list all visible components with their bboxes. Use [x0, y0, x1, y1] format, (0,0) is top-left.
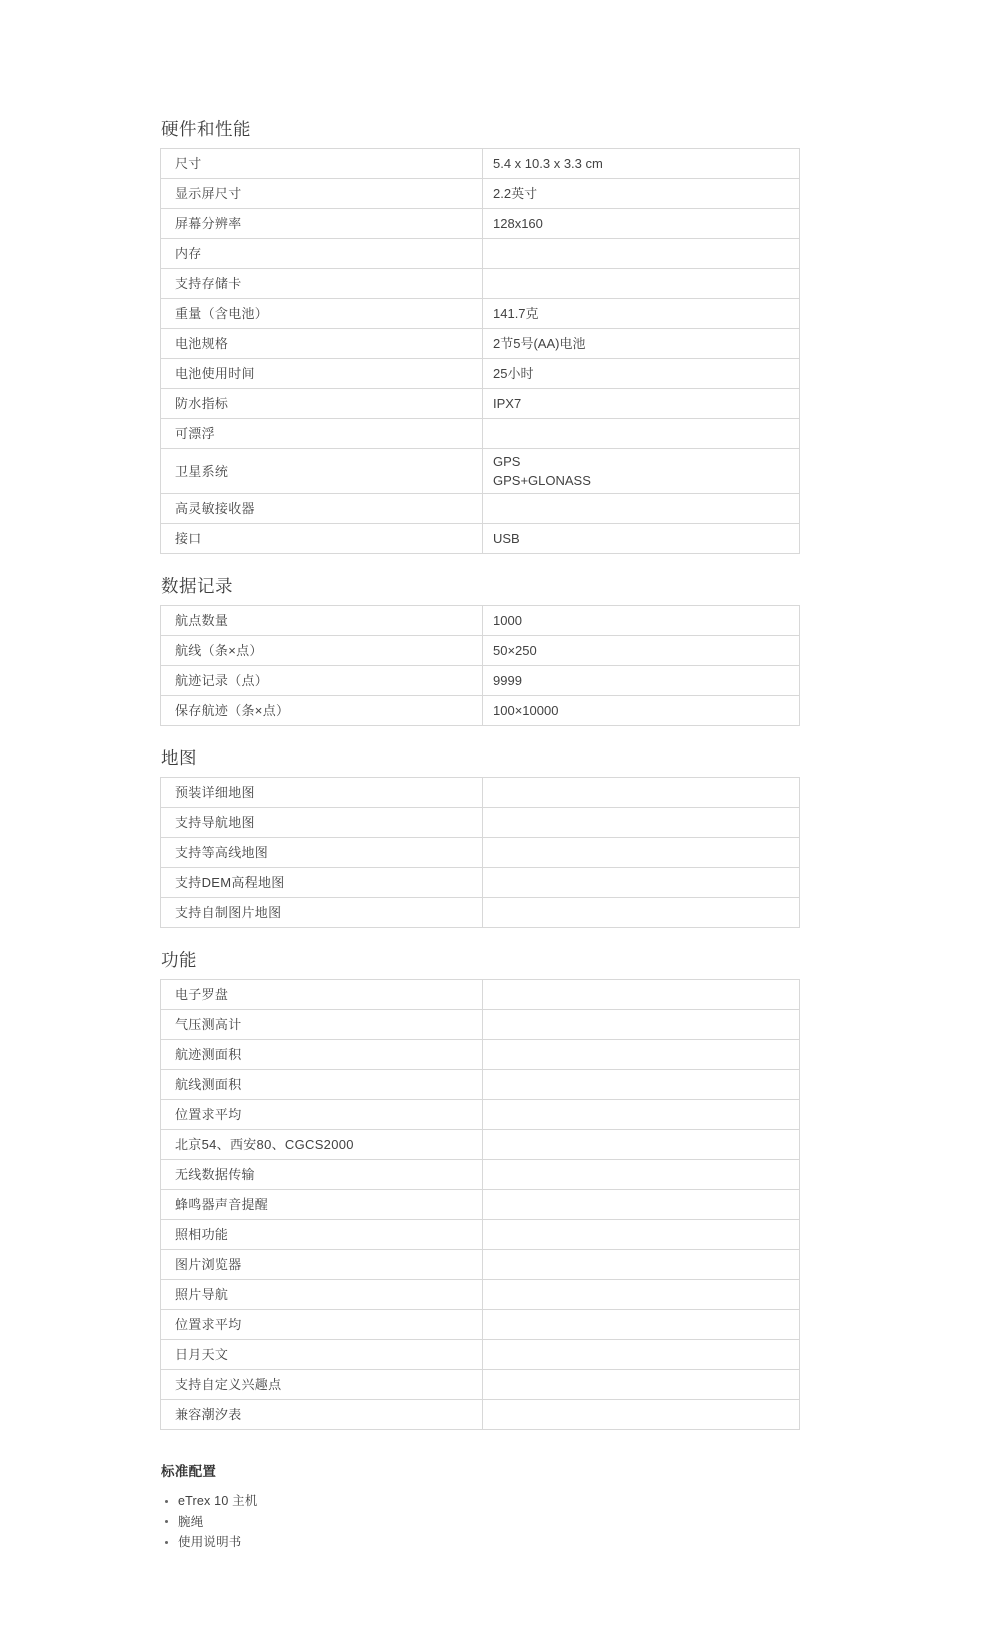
- spec-table: [160, 605, 800, 726]
- table-row: [161, 1400, 800, 1430]
- table-row: [161, 209, 800, 239]
- spec-label: 重量（含电池）: [161, 299, 483, 329]
- spec-value: [483, 1310, 800, 1340]
- standard-config-title: 标准配置: [161, 1464, 217, 1479]
- spec-value: 2节5号(AA)电池: [483, 329, 800, 359]
- section-title: 硬件和性能: [161, 119, 251, 139]
- spec-label: 支持导航地图: [161, 808, 483, 838]
- table-row: [161, 149, 800, 179]
- spec-label: 支持存储卡: [161, 269, 483, 299]
- table-row: [161, 419, 800, 449]
- table-row: [161, 329, 800, 359]
- table-row: [161, 239, 800, 269]
- spec-label: 预装详细地图: [161, 778, 483, 808]
- spec-value: [483, 1130, 800, 1160]
- table-row: [161, 1160, 800, 1190]
- table-row: [161, 269, 800, 299]
- spec-label: 保存航迹（条×点）: [161, 696, 483, 726]
- spec-label: 电子罗盘: [161, 980, 483, 1010]
- spec-value: 141.7克: [483, 299, 800, 329]
- list-item-label: eTrex 10 主机: [178, 1494, 258, 1508]
- spec-value: [483, 980, 800, 1010]
- table-row: [161, 778, 800, 808]
- spec-value: 5.4 x 10.3 x 3.3 cm: [483, 149, 800, 179]
- spec-value: [483, 419, 800, 449]
- spec-value: GPS GPS+GLONASS: [483, 449, 800, 494]
- table-row: [161, 666, 800, 696]
- table-row: [161, 524, 800, 554]
- table-row: [161, 1010, 800, 1040]
- table-row: [161, 838, 800, 868]
- spec-value: [483, 1340, 800, 1370]
- spec-label: 蜂鸣器声音提醒: [161, 1190, 483, 1220]
- table-row: [161, 808, 800, 838]
- spec-section: [160, 576, 800, 726]
- spec-label: 高灵敏接收器: [161, 494, 483, 524]
- spec-value: 9999: [483, 666, 800, 696]
- table-row: [161, 389, 800, 419]
- table-row: [161, 1310, 800, 1340]
- spec-label: 卫星系统: [161, 449, 483, 494]
- product-spec-page: [160, 0, 800, 1553]
- spec-label: 可漂浮: [161, 419, 483, 449]
- table-row: [161, 494, 800, 524]
- spec-label: 航线（条×点）: [161, 636, 483, 666]
- table-row: [161, 1370, 800, 1400]
- spec-value: [483, 1280, 800, 1310]
- spec-value: 2.2英寸: [483, 179, 800, 209]
- table-row: [161, 1220, 800, 1250]
- spec-label: 显示屏尺寸: [161, 179, 483, 209]
- spec-label: 照相功能: [161, 1220, 483, 1250]
- spec-value: [483, 1190, 800, 1220]
- spec-label: 航点数量: [161, 606, 483, 636]
- spec-value: [483, 1400, 800, 1430]
- table-row: [161, 179, 800, 209]
- spec-label: 防水指标: [161, 389, 483, 419]
- spec-label: 无线数据传输: [161, 1160, 483, 1190]
- table-row: [161, 449, 800, 494]
- list-item-label: 腕绳: [178, 1514, 204, 1529]
- spec-value: IPX7: [483, 389, 800, 419]
- spec-table: [160, 148, 800, 554]
- table-row: [161, 1130, 800, 1160]
- spec-label: 支持等高线地图: [161, 838, 483, 868]
- spec-value: [483, 494, 800, 524]
- table-row: [161, 868, 800, 898]
- table-row: [161, 1190, 800, 1220]
- table-row: [161, 980, 800, 1010]
- table-row: [161, 1070, 800, 1100]
- spec-value: [483, 898, 800, 928]
- spec-value: [483, 1220, 800, 1250]
- table-row: [161, 359, 800, 389]
- spec-value: [483, 1160, 800, 1190]
- spec-value: [483, 808, 800, 838]
- list-item-label: 使用说明书: [178, 1535, 242, 1549]
- spec-value: [483, 1070, 800, 1100]
- spec-value: [483, 1100, 800, 1130]
- spec-label: 航线测面积: [161, 1070, 483, 1100]
- section-title: 功能: [161, 950, 197, 970]
- spec-section: [160, 748, 800, 928]
- spec-label: 内存: [161, 239, 483, 269]
- spec-label: 尺寸: [161, 149, 483, 179]
- bullet-icon: [165, 1500, 168, 1503]
- spec-value: [483, 868, 800, 898]
- spec-value: 100×10000: [483, 696, 800, 726]
- standard-config-list: [160, 1491, 800, 1553]
- table-row: [161, 1040, 800, 1070]
- spec-table: [160, 777, 800, 928]
- spec-value: 50×250: [483, 636, 800, 666]
- spec-label: 位置求平均: [161, 1310, 483, 1340]
- spec-value: [483, 838, 800, 868]
- spec-value: [483, 269, 800, 299]
- table-row: [161, 636, 800, 666]
- table-row: [161, 696, 800, 726]
- spec-table: [160, 979, 800, 1430]
- standard-config-section: [160, 1464, 800, 1553]
- list-item: [165, 1512, 800, 1533]
- table-row: [161, 898, 800, 928]
- table-row: [161, 1280, 800, 1310]
- table-row: [161, 1340, 800, 1370]
- spec-label: 支持自制图片地图: [161, 898, 483, 928]
- spec-value: USB: [483, 524, 800, 554]
- spec-value: [483, 239, 800, 269]
- spec-label: 电池规格: [161, 329, 483, 359]
- section-title: 地图: [161, 748, 197, 768]
- spec-value: [483, 1010, 800, 1040]
- spec-label: 航迹记录（点）: [161, 666, 483, 696]
- spec-label: 图片浏览器: [161, 1250, 483, 1280]
- spec-label: 支持自定义兴趣点: [161, 1370, 483, 1400]
- spec-label: 气压测高计: [161, 1010, 483, 1040]
- spec-value: [483, 1040, 800, 1070]
- spec-value: [483, 1370, 800, 1400]
- spec-value: 128x160: [483, 209, 800, 239]
- spec-section: [160, 119, 800, 554]
- spec-label: 北京54、西安80、CGCS2000: [161, 1130, 483, 1160]
- spec-value: 25小时: [483, 359, 800, 389]
- bullet-icon: [165, 1520, 168, 1523]
- section-title: 数据记录: [161, 576, 233, 596]
- spec-value: [483, 1250, 800, 1280]
- spec-value: [483, 778, 800, 808]
- table-row: [161, 299, 800, 329]
- spec-label: 电池使用时间: [161, 359, 483, 389]
- spec-label: 位置求平均: [161, 1100, 483, 1130]
- table-row: [161, 606, 800, 636]
- spec-label: 屏幕分辨率: [161, 209, 483, 239]
- spec-label: 支持DEM高程地图: [161, 868, 483, 898]
- bullet-icon: [165, 1541, 168, 1544]
- spec-label: 照片导航: [161, 1280, 483, 1310]
- spec-label: 兼容潮汐表: [161, 1400, 483, 1430]
- list-item: [165, 1491, 800, 1512]
- spec-label: 接口: [161, 524, 483, 554]
- table-row: [161, 1250, 800, 1280]
- spec-sections: [160, 119, 800, 1430]
- spec-label: 日月天文: [161, 1340, 483, 1370]
- spec-section: [160, 950, 800, 1430]
- table-row: [161, 1100, 800, 1130]
- spec-label: 航迹测面积: [161, 1040, 483, 1070]
- list-item: [165, 1532, 800, 1553]
- spec-value: 1000: [483, 606, 800, 636]
